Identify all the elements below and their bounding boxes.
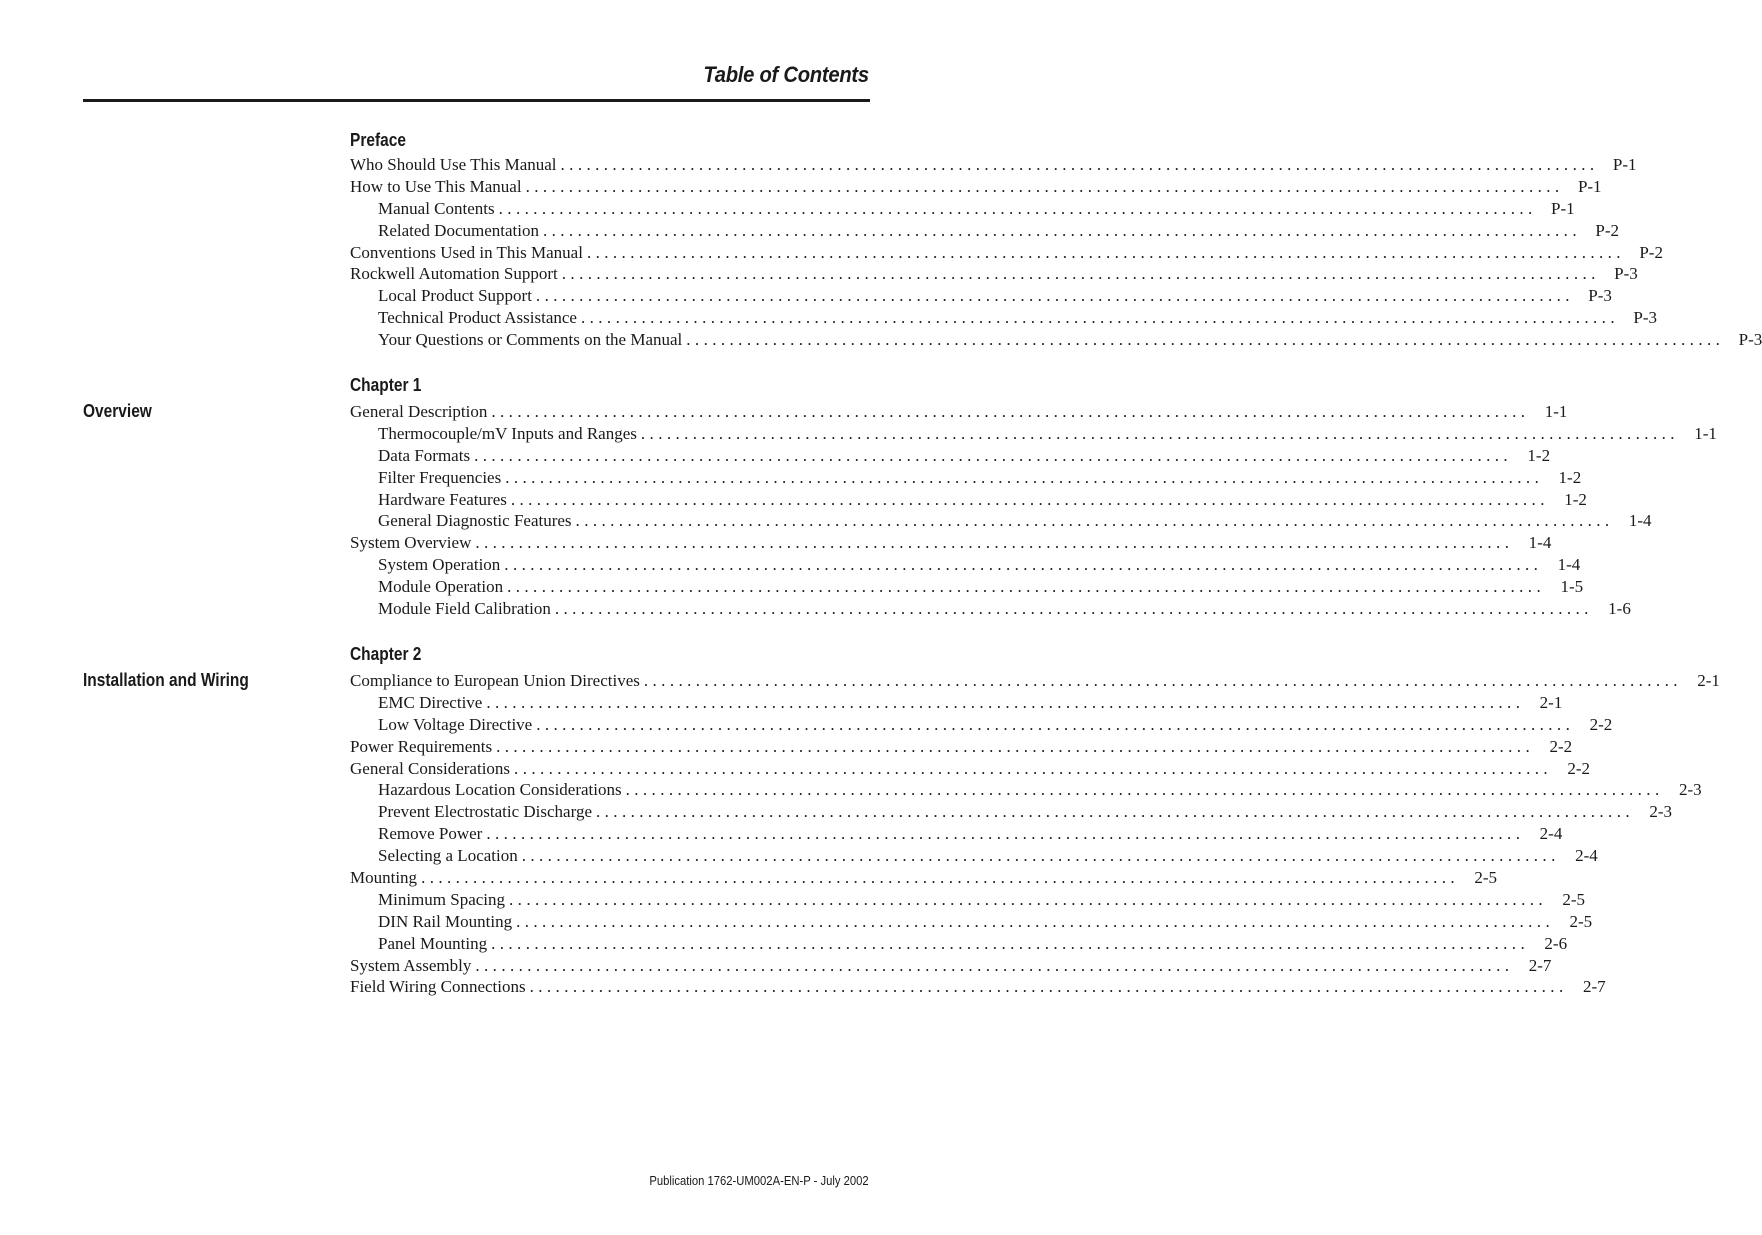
toc-entry-page: 1-2 [1512,445,1550,467]
toc-entry-label: Prevent Electrostatic Discharge [378,801,596,823]
toc-entry-label: System Assembly [350,955,475,977]
toc-entry[interactable] [350,554,1581,576]
toc-entry-page: 2-5 [1459,867,1497,889]
toc-entry[interactable] [350,911,1593,933]
dot-leader: ........................................................................................................................ [491,933,1530,953]
dot-leader: ........................................................................................................................ [640,423,1679,443]
dot-leader: ........................................................................................................................ [625,780,1664,800]
toc-entry-page: 2-4 [1560,845,1598,867]
toc-entry-label: Module Operation [378,576,507,598]
toc-entry-page: P-2 [1625,242,1663,264]
toc-entry-page: P-3 [1574,285,1612,307]
dot-leader: ........................................................................................................................ [561,264,1600,284]
toc-entry-label: Local Product Support [378,285,536,307]
toc-entry[interactable] [350,933,1568,955]
toc-entry-page: 2-5 [1547,889,1585,911]
toc-entry-page: 2-4 [1524,823,1562,845]
dot-leader: ........................................................................................................................ [580,308,1619,328]
toc-entry-page: 2-3 [1634,801,1672,823]
dot-leader: ........................................................................................................................ [529,977,1568,997]
dot-leader: ........................................................................................................................ [507,577,1546,597]
toc-entry[interactable] [350,285,1612,307]
toc-entry[interactable] [350,510,1652,532]
chapter-title: Overview [83,401,152,421]
toc-entry[interactable] [350,692,1563,714]
toc-entry-page: 2-3 [1664,779,1702,801]
toc-entry[interactable] [350,198,1575,220]
toc-entry-page: 2-2 [1574,714,1612,736]
toc-entry-label: Selecting a Location [378,845,522,867]
toc-entry[interactable] [350,307,1657,329]
toc-entry-label: General Description [350,401,491,423]
toc-entry[interactable] [350,670,1720,692]
dot-leader: ........................................................................................................................ [536,714,1575,734]
dot-leader: ........................................................................................................................ [491,402,1530,421]
toc-entries [350,670,1720,998]
dot-leader: ........................................................................................................................ [596,802,1634,822]
toc-entry-page: 1-4 [1542,554,1580,576]
dot-leader: ........................................................................................................................ [516,911,1555,931]
toc-entry[interactable] [350,154,1637,176]
toc-entry-label: Minimum Spacing [378,889,509,911]
dot-leader: ........................................................................................................................ [475,955,1514,975]
toc-entry-page: 2-2 [1534,736,1572,758]
dot-leader: ........................................................................................................................ [509,889,1548,909]
toc-entry-label: Compliance to European Union Directives [350,670,644,692]
toc-entry-label: Mounting [350,867,421,889]
toc-entry[interactable] [350,845,1598,867]
dot-leader: ........................................................................................................................ [643,671,1682,690]
dot-leader: ........................................................................................................................ [510,489,1549,509]
toc-entry[interactable] [350,714,1613,736]
toc-entry-page: 2-7 [1568,976,1606,998]
toc-entry-label: Data Formats [378,445,474,467]
toc-entry[interactable] [350,220,1619,242]
toc-entry[interactable] [350,598,1631,620]
toc-entry[interactable] [350,467,1582,489]
toc-entry[interactable] [350,329,1762,351]
dot-leader: ........................................................................................................................ [475,533,1514,553]
toc-entry[interactable] [350,445,1551,467]
toc-entry-label: Module Field Calibration [378,598,555,620]
toc-entry-label: Your Questions or Comments on the Manual [378,329,686,351]
toc-entry[interactable] [350,801,1672,823]
dot-leader: ........................................................................................................................ [504,555,1543,575]
toc-entry-label: DIN Rail Mounting [378,911,516,933]
toc-entry[interactable] [350,489,1587,511]
toc-entry-page: P-3 [1724,329,1762,351]
dot-leader: ........................................................................................................................ [505,467,1544,487]
section-heading: Chapter 1 [350,375,422,395]
toc-entry-page: P-1 [1564,176,1602,198]
toc-entry[interactable] [350,532,1552,554]
toc-entry-label: Hardware Features [378,489,511,511]
dot-leader: ........................................................................................................................ [498,198,1537,218]
toc-entry-label: Remove Power [378,823,486,845]
toc-entry[interactable] [350,823,1563,845]
dot-leader: ........................................................................................................................ [514,758,1553,778]
dot-leader: ........................................................................................................................ [686,330,1725,350]
toc-entry-label: EMC Directive [378,692,486,714]
toc-entry-page: P-3 [1619,307,1657,329]
dot-leader: ........................................................................................................................ [421,868,1460,888]
toc-entries [350,154,1762,351]
publication-footer: Publication 1762-UM002A-EN-P - July 2002 [649,1174,869,1188]
toc-entry-label: Related Documentation [378,220,543,242]
toc-entry-page: 1-1 [1529,401,1567,423]
toc-entry[interactable] [350,779,1702,801]
toc-entry-page: 1-6 [1593,598,1631,620]
toc-entry[interactable] [350,176,1602,198]
toc-entry-page: 1-1 [1679,423,1717,445]
toc-entry-page: 1-2 [1549,489,1587,511]
dot-leader: ........................................................................................................................ [575,511,1614,531]
toc-entry-label: Who Should Use This Manual [350,154,561,176]
toc-entry-label: General Considerations [350,758,514,780]
toc-entry-page: 1-5 [1545,576,1583,598]
toc-entry-page: 1-4 [1513,532,1551,554]
dot-leader: ........................................................................................................................ [474,445,1513,465]
toc-entry[interactable] [350,263,1638,285]
chapter-title: Installation and Wiring [83,670,249,690]
dot-leader: ........................................................................................................................ [586,242,1625,262]
dot-leader: ........................................................................................................................ [560,155,1599,174]
toc-entry-page: 2-1 [1524,692,1562,714]
toc-entry[interactable] [350,976,1606,998]
toc-entry-label: System Operation [378,554,504,576]
toc-entry-page: 2-5 [1554,911,1592,933]
toc-entry-label: Conventions Used in This Manual [350,242,587,264]
toc-entry-label: Rockwell Automation Support [350,263,562,285]
toc-entry-page: P-1 [1537,198,1575,220]
toc-entry[interactable] [350,736,1573,758]
toc-entry-label: Field Wiring Connections [350,976,530,998]
toc-entry-label: Technical Product Assistance [378,307,581,329]
toc-entry[interactable] [350,955,1552,977]
toc-entry[interactable] [350,758,1591,780]
toc-entry-page: 2-2 [1552,758,1590,780]
toc-entry-label: Power Requirements [350,736,496,758]
toc-entry[interactable] [350,867,1498,889]
toc-entry-page: P-3 [1600,263,1638,285]
toc-entry-label: Panel Mounting [378,933,491,955]
toc-entry-label: Low Voltage Directive [378,714,536,736]
toc-entry-label: General Diagnostic Features [378,510,576,532]
dot-leader: ........................................................................................................................ [535,286,1574,306]
toc-entry[interactable] [350,576,1584,598]
dot-leader: ........................................................................................................................ [554,599,1593,619]
toc-entry-label: Manual Contents [378,198,499,220]
toc-entry[interactable] [350,401,1568,423]
dot-leader: ........................................................................................................................ [525,176,1564,196]
section-heading: Chapter 2 [350,644,422,664]
toc-entry-page: 1-4 [1614,510,1652,532]
toc-entry-label: How to Use This Manual [350,176,526,198]
toc-entry-page: 2-6 [1529,933,1567,955]
toc-entry-label: System Overview [350,532,475,554]
toc-entry-page: 2-7 [1513,955,1551,977]
toc-entry-page: P-1 [1599,154,1637,176]
toc-entry-label: Hazardous Location Considerations [378,779,626,801]
title-divider [83,99,870,102]
dot-leader: ........................................................................................................................ [542,220,1581,240]
dot-leader: ........................................................................................................................ [486,824,1525,844]
toc-entry-page: 2-1 [1682,670,1720,692]
dot-leader: ........................................................................................................................ [521,846,1560,866]
toc-entry[interactable] [350,242,1663,264]
toc-entry[interactable] [350,423,1717,445]
toc-entry-page: P-2 [1581,220,1619,242]
dot-leader: ........................................................................................................................ [496,736,1535,756]
toc-entry[interactable] [350,889,1586,911]
toc-entries [350,401,1717,620]
toc-entry-label: Thermocouple/mV Inputs and Ranges [378,423,641,445]
dot-leader: ........................................................................................................................ [486,692,1525,712]
section-heading: Preface [350,130,406,150]
toc-entry-page: 1-2 [1543,467,1581,489]
toc-entry-label: Filter Frequencies [378,467,505,489]
page-title: Table of Contents [703,62,869,87]
